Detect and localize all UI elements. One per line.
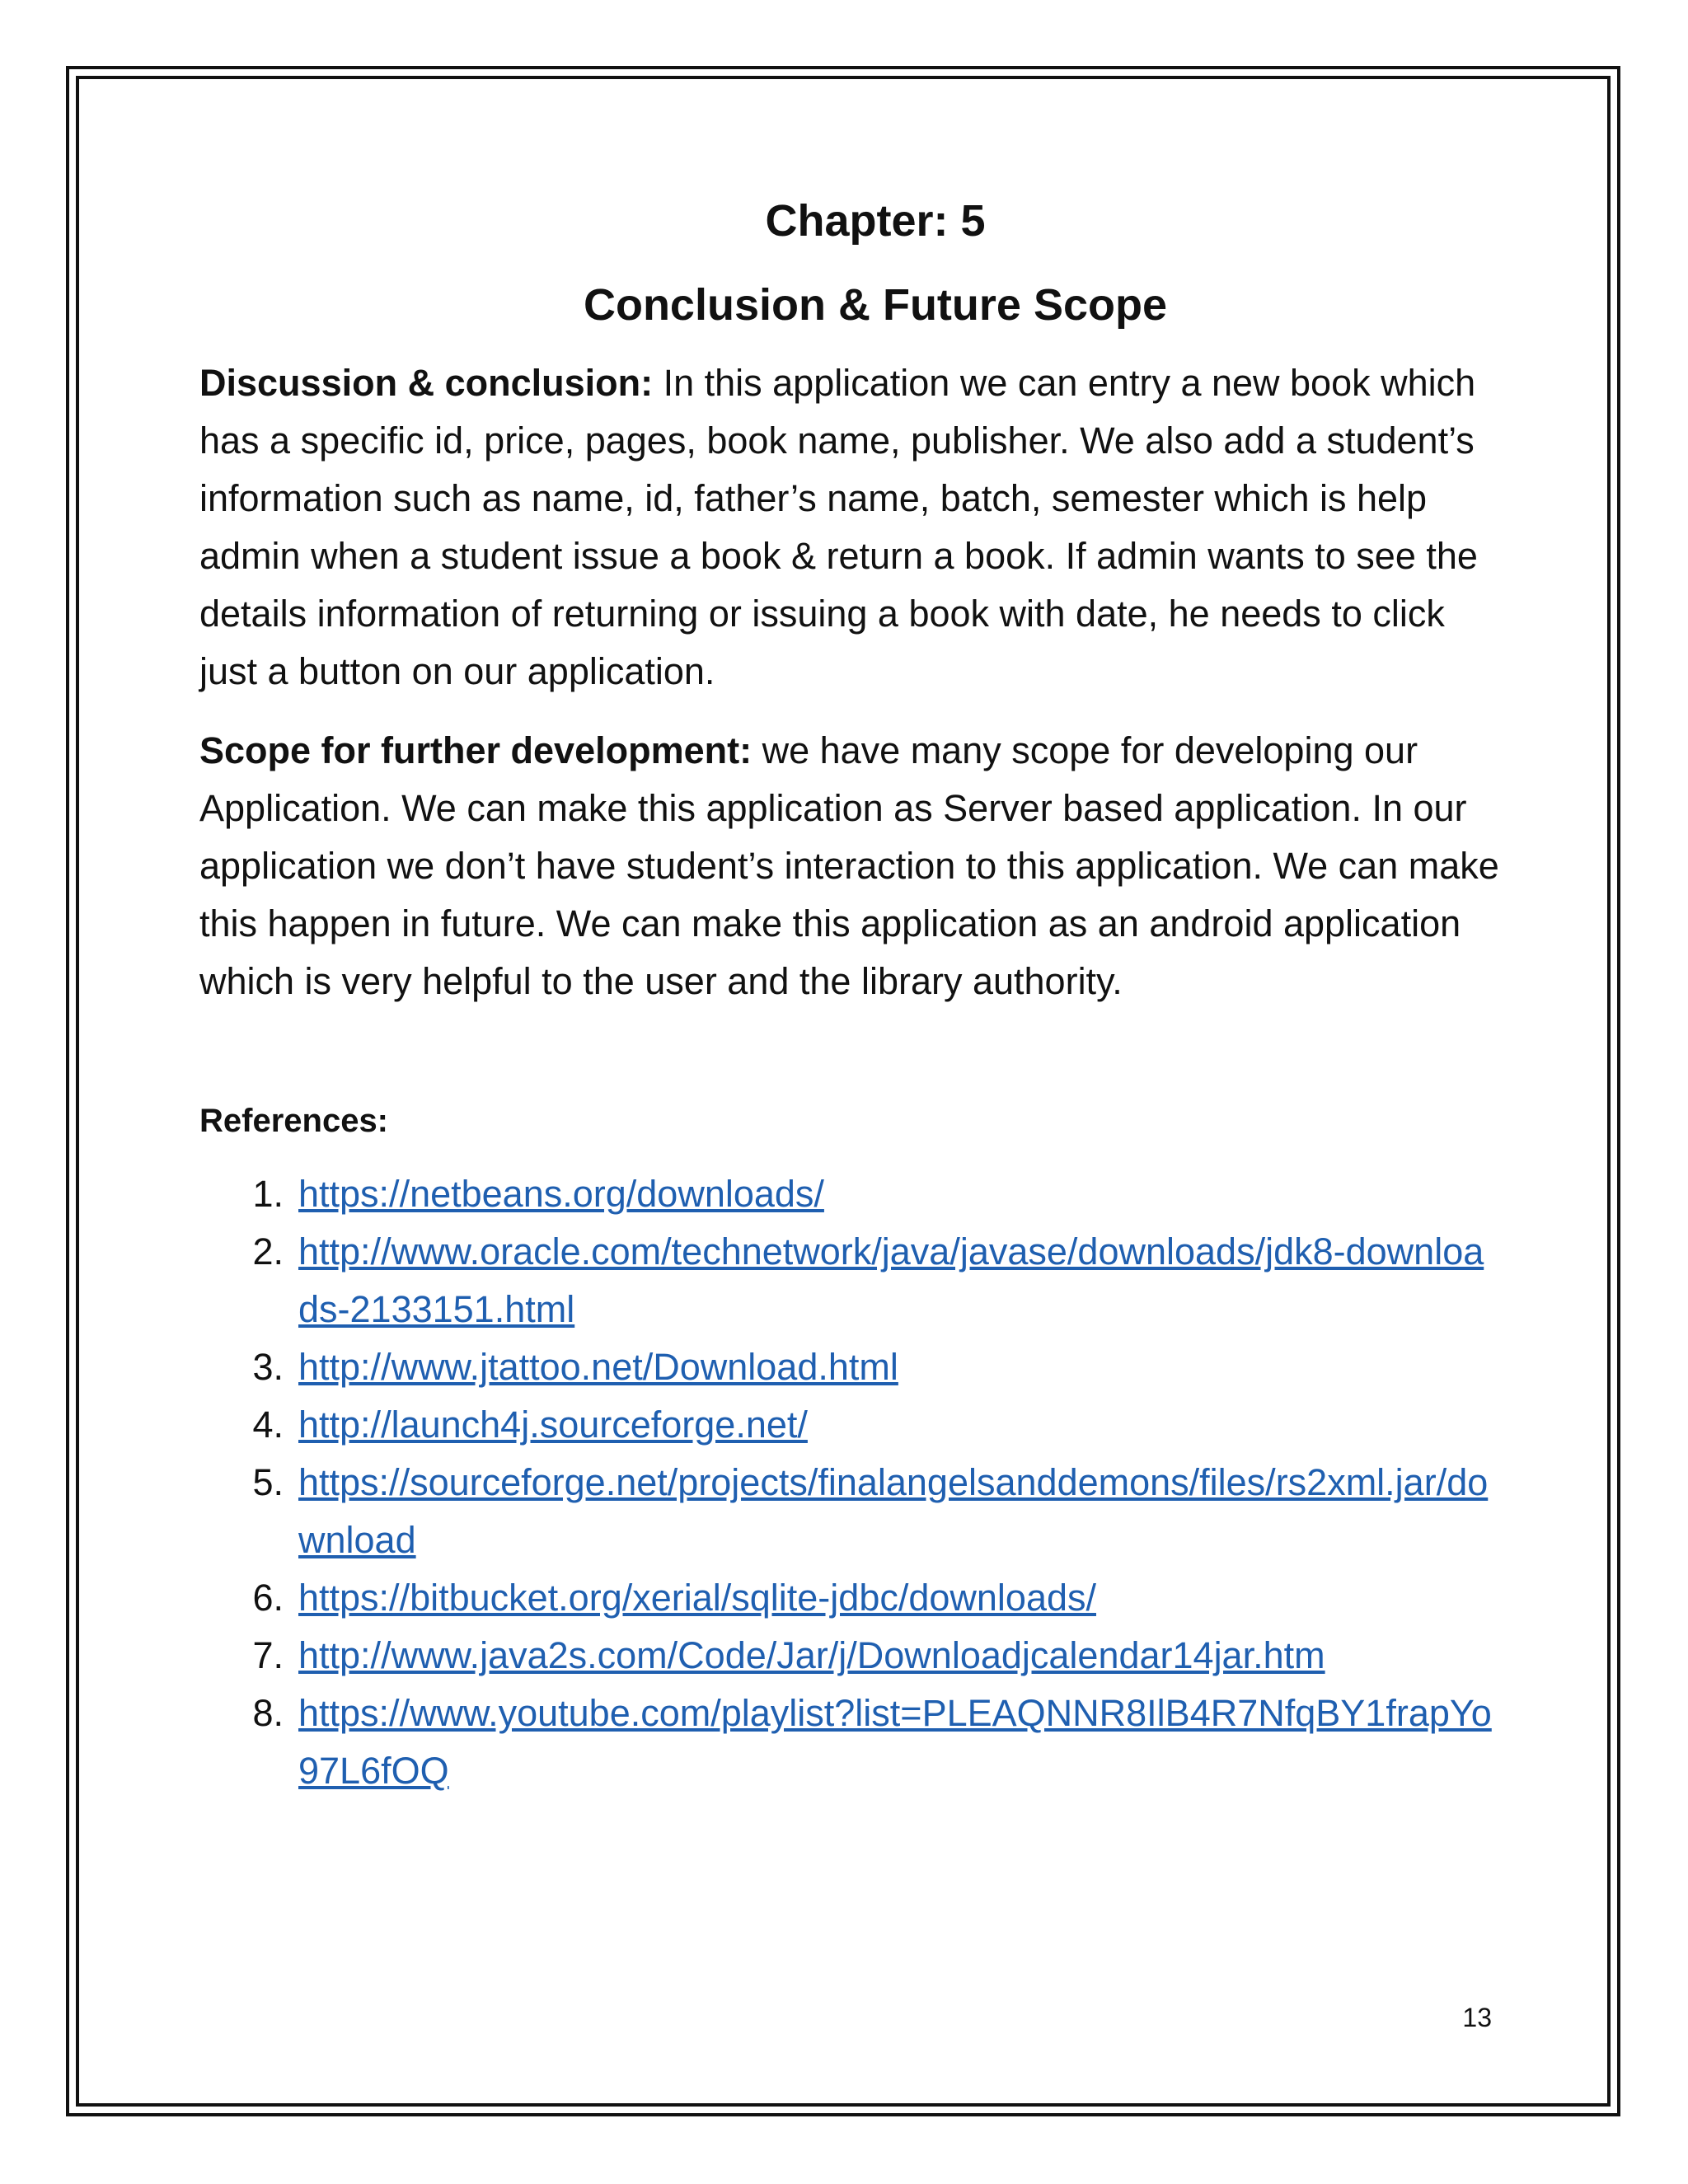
reference-link[interactable]: http://launch4j.sourceforge.net/ xyxy=(298,1404,808,1446)
reference-link[interactable]: https://netbeans.org/downloads/ xyxy=(298,1173,824,1215)
scope-text: we have many scope for developing our Application. We can make this application as Server based application. In our application we don’t have student’s interaction to this application. We can make this happen in future. We can make this application as an android application which is very helpful to the user and the library authority. xyxy=(199,729,1499,1002)
reference-item xyxy=(199,1165,1502,1223)
references-list xyxy=(199,1165,1502,1800)
reference-number: 8. xyxy=(252,1692,284,1734)
reference-link[interactable]: https://www.youtube.com/playlist?list=PLEAQNNR8IlB4R7NfqBY1frapYo97L6fOQ xyxy=(298,1692,1492,1792)
reference-number: 5. xyxy=(252,1461,284,1503)
chapter-title: Conclusion & Future Scope xyxy=(583,280,1168,330)
reference-item xyxy=(199,1396,1502,1454)
reference-item xyxy=(199,1454,1502,1569)
discussion-text: In this application we can entry a new book which has a specific id, price, pages, book name, publisher. We also add a student’s information such as name, id, father’s name, batch, semester which is help admin when a student issue a book & return a book. If admin wants to see the details information of returning or issuing a book with date, he needs to click just a button on our application. xyxy=(199,362,1478,692)
page-content xyxy=(199,191,1502,1800)
reference-link[interactable]: http://www.java2s.com/Code/Jar/j/Downloadjcalendar14jar.htm xyxy=(298,1634,1325,1676)
reference-number: 4. xyxy=(252,1404,284,1446)
scope-heading: Scope for further development: xyxy=(199,729,753,771)
chapter-number: Chapter: 5 xyxy=(765,196,986,246)
reference-link[interactable]: https://sourceforge.net/projects/finalangelsanddemons/files/rs2xml.jar/download xyxy=(298,1461,1489,1561)
page-number: 13 xyxy=(1462,2003,1492,2032)
reference-item xyxy=(199,1627,1502,1685)
discussion-paragraph xyxy=(199,354,1502,701)
discussion-heading: Discussion & conclusion: xyxy=(199,362,654,404)
reference-number: 2. xyxy=(252,1230,284,1272)
reference-item xyxy=(199,1685,1502,1800)
references-heading: References: xyxy=(199,1103,389,1139)
reference-link[interactable]: https://bitbucket.org/xerial/sqlite-jdbc/downloads/ xyxy=(298,1577,1097,1619)
reference-link[interactable]: http://www.jtattoo.net/Download.html xyxy=(298,1346,898,1388)
reference-number: 6. xyxy=(252,1577,284,1619)
reference-item xyxy=(199,1338,1502,1396)
reference-link[interactable]: http://www.oracle.com/technetwork/java/javase/downloads/jdk8-downloads-2133151.html xyxy=(298,1230,1484,1330)
scope-paragraph xyxy=(199,722,1502,1010)
reference-number: 7. xyxy=(252,1634,284,1676)
reference-number: 3. xyxy=(252,1346,284,1388)
reference-item xyxy=(199,1569,1502,1627)
reference-item xyxy=(199,1223,1502,1338)
reference-number: 1. xyxy=(252,1173,284,1215)
